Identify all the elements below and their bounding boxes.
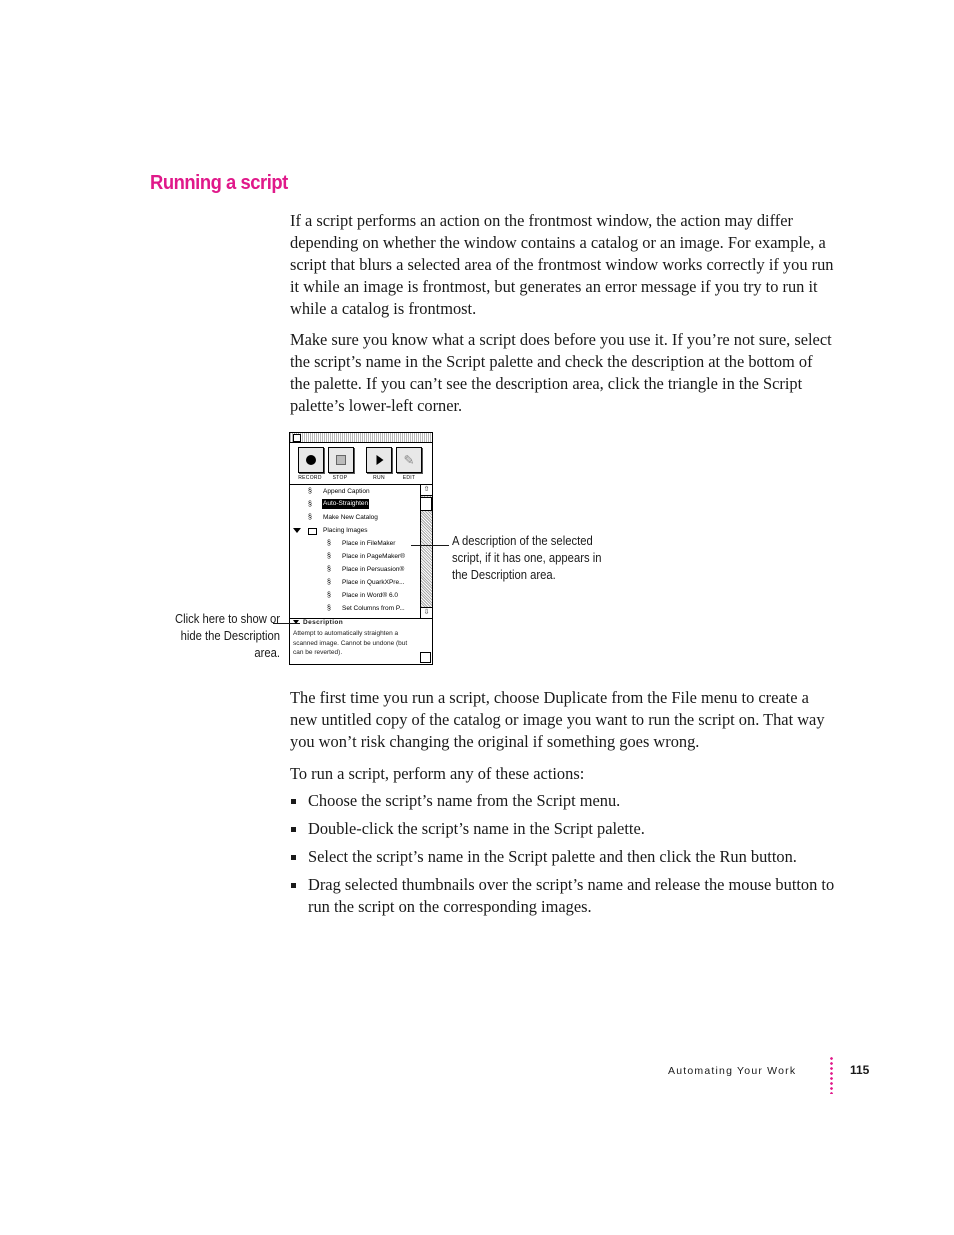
callout-leader-description: [411, 545, 449, 546]
script-item-set-columns[interactable]: § Set Columns from P...: [327, 605, 405, 612]
close-box-icon[interactable]: [293, 434, 301, 442]
record-icon: [306, 455, 316, 465]
scroll-up-arrow-icon[interactable]: ⇧: [421, 485, 432, 496]
bullet-square-icon: [291, 799, 296, 804]
description-heading: Description: [303, 619, 344, 626]
section-heading: Running a script: [150, 172, 288, 194]
palette-title-bar[interactable]: [290, 433, 432, 443]
script-icon: §: [327, 592, 331, 599]
callout-description-area: A description of the selected script, if it has one, appears in the Description area.: [452, 534, 602, 582]
palette-scrollbar[interactable]: [420, 485, 432, 618]
run-actions-list: [290, 790, 835, 924]
script-list: [290, 485, 420, 618]
list-item: Double-click the script’s name in the Script palette.: [290, 818, 835, 840]
scroll-down-arrow-icon[interactable]: ⇩: [421, 607, 432, 618]
bullet-square-icon: [291, 827, 296, 832]
script-icon: §: [327, 540, 331, 547]
run-button[interactable]: [366, 447, 392, 473]
script-item-place-in-pagemaker[interactable]: § Place in PageMaker®: [327, 553, 405, 560]
list-item: Drag selected thumbnails over the script’s name and release the mouse button to run the script on the corresponding images.: [290, 874, 835, 918]
description-text: Attempt to automatically straighten a scanned image. Cannot be undone (but can be reverted).: [293, 630, 408, 656]
script-item-auto-straighten[interactable]: § Auto-Straighten: [308, 500, 369, 508]
folder-item-placing-images[interactable]: Placing Images: [290, 524, 420, 537]
bullet-square-icon: [291, 855, 296, 860]
edit-label: EDIT: [402, 475, 416, 481]
script-item-place-in-filemaker[interactable]: § Place in FileMaker: [327, 540, 396, 547]
paragraph-duplicate-first: The first time you run a script, choose Duplicate from the File menu to create a new untitled copy of the catalog or image you want to run the script on. That way you won’t risk changing the original if something goes wrong.: [290, 688, 825, 751]
page-number: 115: [850, 1063, 870, 1077]
footer-section-title: Automating Your Work: [668, 1065, 797, 1077]
script-palette-figure: [289, 432, 433, 665]
pencil-icon: ✎: [403, 452, 415, 468]
scroll-thumb[interactable]: [421, 497, 432, 511]
run-label: RUN: [373, 475, 385, 481]
record-button[interactable]: [298, 447, 324, 473]
footer-dotted-divider: [830, 1056, 833, 1094]
list-item: Select the script’s name in the Script palette and then click the Run button.: [290, 846, 835, 868]
bullet-square-icon: [291, 883, 296, 888]
edit-button[interactable]: [396, 447, 422, 473]
script-icon: §: [327, 553, 331, 560]
script-icon: §: [327, 579, 331, 586]
resize-box-icon[interactable]: [420, 652, 431, 663]
callout-show-hide-triangle: Click here to show or hide the Description area.: [174, 612, 280, 660]
script-item-place-in-persuasion[interactable]: § Place in Persuasion®: [327, 566, 405, 573]
script-item-place-in-quarkxpress[interactable]: § Place in QuarkXPre...: [327, 579, 405, 586]
list-item: Choose the script’s name from the Script menu.: [290, 790, 835, 812]
script-item-make-new-catalog[interactable]: § Make New Catalog: [308, 514, 378, 521]
script-icon: §: [327, 566, 331, 573]
script-icon: §: [308, 514, 312, 521]
folder-icon: [308, 528, 317, 535]
paragraph-frontmost-window: If a script performs an action on the frontmost window, the action may differ depending on whether the window contains a catalog or an image. For example, a script that blurs a selected area of the frontmost window works correctly if you run it while an image is frontmost, but generates an error message if you try to run it while a catalog is frontmost.: [290, 211, 834, 318]
paragraph-run-actions-intro: To run a script, perform any of these actions:: [290, 764, 585, 783]
script-icon: §: [308, 488, 312, 495]
stop-icon: [336, 455, 346, 465]
paragraph-check-description: Make sure you know what a script does before you use it. If you’re not sure, select the script’s name in the Script palette and check the description at the bottom of the palette. If you can’t see the description area, click the triangle in the Script palette’s lower-left corner.: [290, 330, 832, 415]
script-icon: §: [308, 501, 312, 508]
stop-button[interactable]: [328, 447, 354, 473]
script-item-append-caption[interactable]: § Append Caption: [308, 488, 370, 495]
script-icon: §: [327, 605, 331, 612]
script-item-place-in-word[interactable]: § Place in Word® 6.0: [327, 592, 398, 599]
stop-label: STOP: [332, 475, 348, 481]
description-toggle[interactable]: [293, 619, 343, 626]
disclosure-triangle-icon[interactable]: [293, 528, 301, 533]
play-icon: [377, 455, 384, 465]
record-label: RECORD: [298, 475, 322, 481]
